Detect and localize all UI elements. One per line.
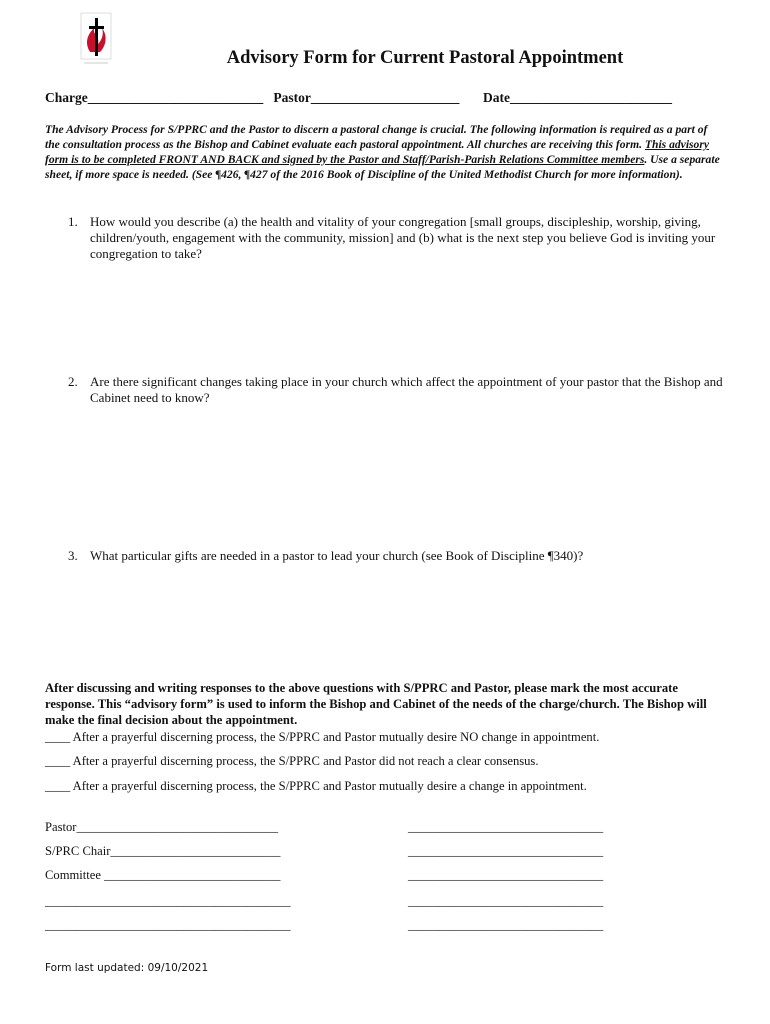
signature-committee[interactable]: Committee ____________________________: [45, 868, 281, 882]
signature-line[interactable]: _______________________________: [408, 844, 604, 858]
date-field[interactable]: Date________________________: [483, 90, 672, 105]
signature-line[interactable]: _______________________________: [408, 820, 604, 834]
option-no-change[interactable]: ____ After a prayerful discerning process, the S/PPRC and Pastor mutually desire NO change in appointment.: [45, 730, 600, 744]
charge-field[interactable]: Charge__________________________: [45, 90, 264, 105]
option-no-consensus[interactable]: ____ After a prayerful discerning process, the S/PPRC and Pastor did not reach a clear consensus.: [45, 754, 539, 768]
pastor-field[interactable]: Pastor______________________: [273, 90, 460, 105]
question-number: 2.: [68, 374, 78, 389]
question-text: Are there significant changes taking place in your church which affect the appointment of your pastor that the Bishop and Cabinet need to know?: [90, 374, 723, 405]
signature-line[interactable]: _______________________________________: [45, 894, 291, 908]
question-2: [68, 374, 728, 406]
question-text: What particular gifts are needed in a pastor to lead your church (see Book of Discipline ¶340)?: [90, 548, 584, 563]
signature-line[interactable]: _______________________________: [408, 918, 604, 932]
option-change[interactable]: ____ After a prayerful discerning process, the S/PPRC and Pastor mutually desire a change in appointment.: [45, 779, 587, 793]
question-text: How would you describe (a) the health and vitality of your congregation [small groups, discipleship, worship, giving, children/youth, engagement with the community, mission] and (b) what is the next step you believe God is inviting your congregation to take?: [90, 214, 716, 261]
intro-part1: The Advisory Process for S/PPRC and the Pastor to discern a pastoral change is crucial. The following information is required as a part of the consultation process as the Bishop and Cabinet evaluate each pastoral appointment. All churches are receiving this form.: [45, 123, 708, 151]
intro-paragraph: [45, 122, 725, 182]
question-3: [68, 548, 728, 564]
question-number: 3.: [68, 548, 78, 563]
signature-line[interactable]: _______________________________________: [45, 918, 291, 932]
signature-pastor[interactable]: Pastor________________________________: [45, 820, 278, 834]
question-number: 1.: [68, 214, 78, 229]
signature-sprc-chair[interactable]: S/PRC Chair___________________________: [45, 844, 281, 858]
page-title: Advisory Form for Current Pastoral Appointment: [226, 48, 624, 68]
header-fields: [45, 90, 735, 106]
intro-part2: . Use a separate sheet, if more space is needed. (See ¶426, ¶427 of the 2016 Book of Discipline of the United Methodist Church for more information).: [45, 153, 720, 181]
intro-underlined: This advisory form is to be completed FRONT AND BACK and signed by the Pastor and Staff/Parish-Parish Relations Committee members: [45, 138, 710, 166]
instructions-paragraph: After discussing and writing responses to the above questions with S/PPRC and Pastor, please mark the most accurate response. This “advisory form” is used to inform the Bishop and Cabinet of the needs of the charge/church. The Bishop will make the final decision about the appointment.: [45, 681, 707, 727]
signature-line[interactable]: _______________________________: [408, 868, 604, 882]
footer-updated-date: Form last updated: 09/10/2021: [45, 962, 209, 974]
question-1: [68, 214, 728, 262]
signature-line[interactable]: _______________________________: [408, 894, 604, 908]
